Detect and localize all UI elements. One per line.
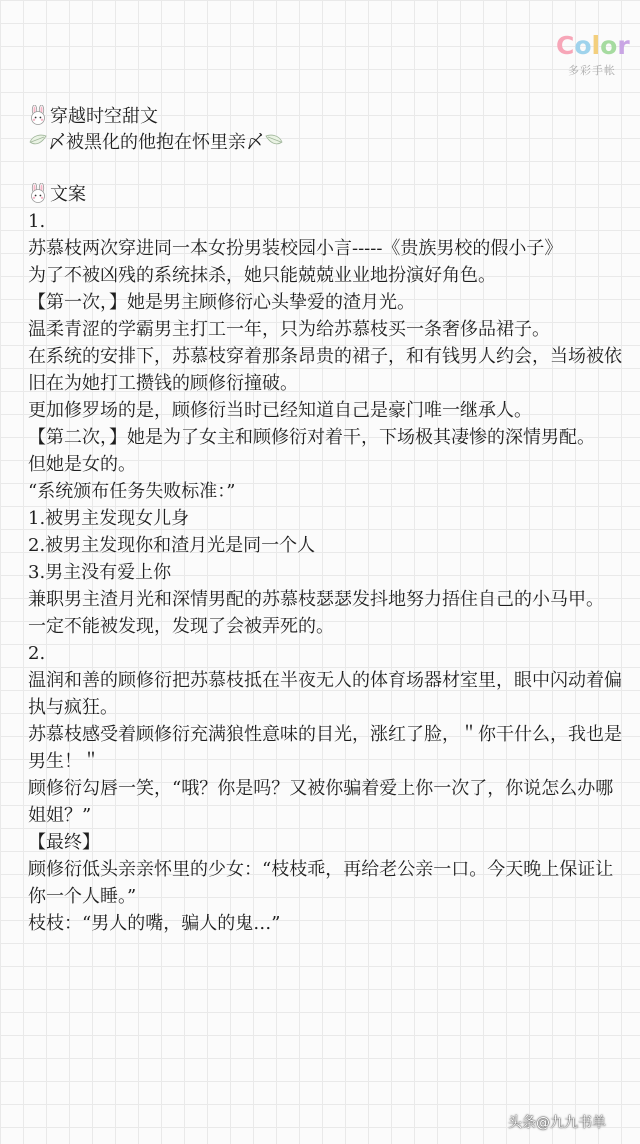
paragraph: 温柔青涩的学霸男主打工一年，只为给苏慕枝买一条奢侈品裙子。	[28, 319, 550, 340]
paragraph: 枝枝：“男人的嘴，骗人的鬼…”	[28, 913, 281, 934]
paragraph: 【第二次，】她是为了女主和顾修衍对着干，下场极其凄惨的深情男配。	[28, 427, 595, 448]
paragraph: 2.	[28, 643, 46, 664]
genre-text: 穿越时空甜文	[50, 106, 158, 127]
spacer	[28, 156, 628, 182]
color-logo	[556, 32, 628, 78]
watermark: 头条@九九书单	[508, 1115, 606, 1131]
title-line	[28, 130, 628, 156]
paragraph: 兼职男主渣月光和深情男配的苏慕枝瑟瑟发抖地努力捂住自己的小马甲。	[28, 589, 604, 610]
paragraph: 2.被男主发现你和渣月光是同一个人	[28, 535, 316, 556]
note-content	[28, 104, 628, 937]
bunny-icon	[28, 105, 48, 125]
paragraph: 一定不能被发现，发现了会被弄死的。	[28, 616, 334, 637]
paragraph: 更加修罗场的是，顾修衍当时已经知道自己是豪门唯一继承人。	[28, 400, 532, 421]
paragraph: 1.被男主发现女儿身	[28, 508, 190, 529]
paragraph: 顾修衍低头亲亲怀里的少女：“枝枝乖，再给老公亲一口。今天晚上保证让你一个人睡。”	[28, 859, 614, 907]
paragraph: 苏慕枝两次穿进同一本女扮男装校园小言-----《贵族男校的假小子》	[28, 238, 563, 259]
leaf-icon	[264, 133, 284, 151]
paragraph: 1.	[28, 211, 46, 232]
paragraph: 温润和善的顾修衍把苏慕枝抵在半夜无人的体育场器材室里，眼中闪动着偏执与疯狂。	[28, 670, 622, 718]
paragraph: 顾修衍勾唇一笑，“哦？你是吗？又被你骗着爱上你一次了，你说怎么办哪姐姐？”	[28, 778, 614, 826]
paragraph: “系统颁布任务失败标准：”	[28, 481, 236, 502]
paragraph: 【最终】	[28, 832, 100, 853]
paragraph: 3.男主没有爱上你	[28, 562, 172, 583]
title-text: 〆被黑化的他抱在怀里亲〆	[48, 132, 264, 153]
paragraph: 为了不被凶残的系统抹杀，她只能兢兢业业地扮演好角色。	[28, 265, 496, 286]
paragraph: 【第一次，】她是男主顾修衍心头挚爱的渣月光。	[28, 292, 415, 313]
synopsis-body	[28, 208, 628, 937]
paragraph: 在系统的安排下，苏慕枝穿着那条昂贵的裙子，和有钱男人约会，当场被依旧在为她打工攒钱的顾修衍撞破。	[28, 346, 622, 394]
bunny-icon	[28, 183, 48, 203]
paragraph: 但她是女的。	[28, 454, 136, 475]
genre-line	[28, 104, 628, 130]
paragraph: 苏慕枝感受着顾修衍充满狼性意味的目光，涨红了脸，＂你干什么，我也是男生！＂	[28, 724, 622, 772]
logo-word: Color	[556, 31, 630, 60]
leaf-icon	[28, 133, 48, 151]
section-label: 文案	[50, 184, 86, 205]
section-label-line	[28, 182, 628, 208]
logo-subtitle: 多彩手帐	[568, 64, 616, 77]
